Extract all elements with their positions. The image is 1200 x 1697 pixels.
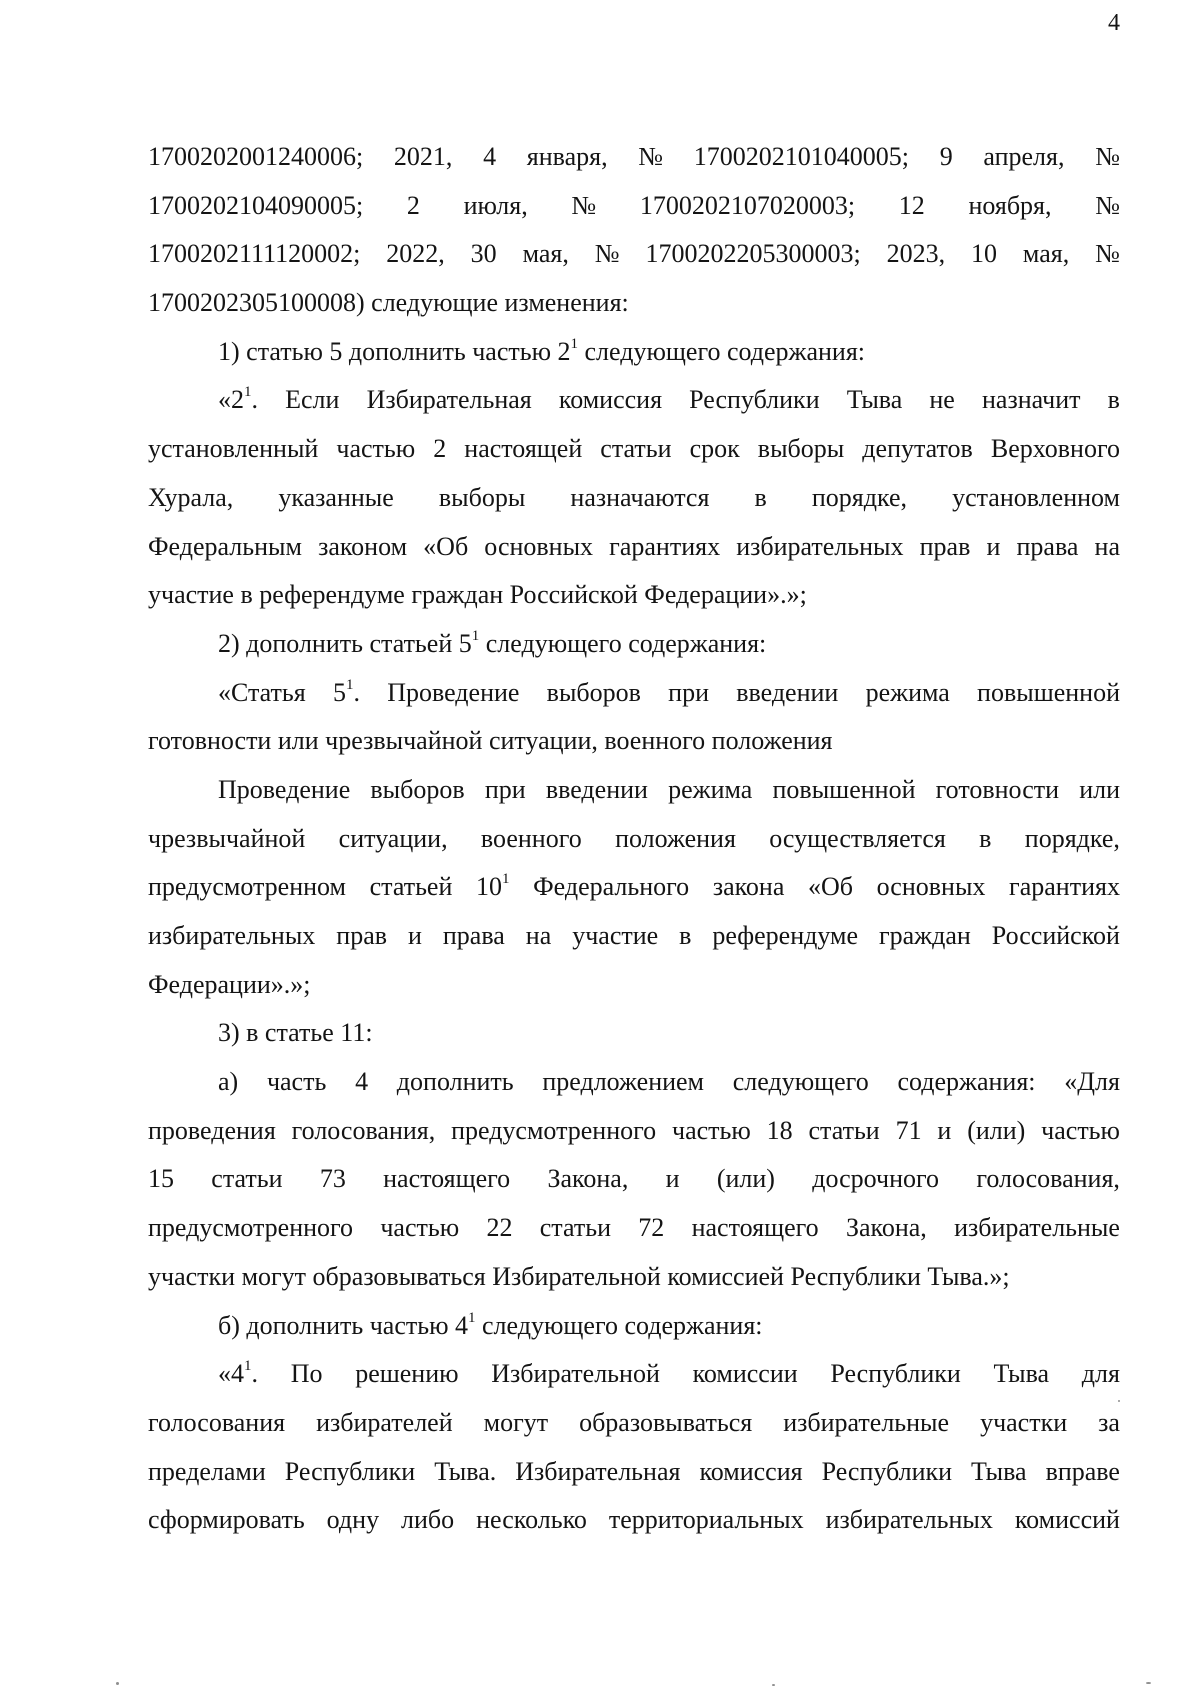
word: 1700202305100008) следующие изменения: [148,288,629,318]
word: избирателей [316,1407,453,1437]
word: на [525,921,552,950]
word: прав [336,921,388,950]
word: выборы [438,482,526,512]
word: референдуме [712,921,858,950]
word: статьи [539,1213,611,1243]
word: № [1095,190,1120,220]
word: назначит [981,385,1081,415]
word: гарантиях [609,531,721,561]
word: настоящей [464,434,583,464]
word: Хурала, [148,482,234,512]
word: 4 [483,142,497,171]
word: голосования, [976,1164,1120,1194]
word: Закона, [845,1213,927,1243]
word: № [1095,142,1120,171]
word: проведения [148,1115,276,1145]
text-line [148,1009,1120,1058]
text-line [148,1253,1120,1302]
word: повышенной [977,677,1120,707]
word: права [442,921,505,950]
text-line [148,182,1120,231]
word: статьи [808,1115,880,1145]
word: избирательных [148,921,316,950]
word: Закона, [547,1164,629,1194]
word: апреля, [983,142,1065,171]
text-line [148,912,1120,961]
word: Избирательная [366,385,532,415]
word: образовываться [579,1407,753,1437]
word: в [979,823,992,853]
word: или [1079,774,1120,804]
text-line [148,376,1120,425]
word: пределами [148,1456,266,1486]
word: положения [615,823,736,853]
word: 22 [486,1213,513,1243]
word: а) [218,1067,239,1097]
word: порядке, [1024,823,1120,853]
word: предусмотренного [451,1115,657,1145]
word: закона [712,872,785,902]
word: января, [526,142,608,171]
word: участие [572,921,659,950]
word: 1700202001240006; [148,142,364,171]
word: частью [1041,1115,1120,1145]
text-line [148,1155,1120,1204]
text-line [148,571,1120,620]
word: права [1016,531,1079,561]
word: и [665,1164,680,1194]
word: вправе [1045,1456,1120,1486]
word: 1700202101040005; [693,142,910,171]
word-with-superscript [218,1311,763,1340]
word: Верховного [990,434,1120,464]
word: комиссия [558,385,663,415]
word: выборов [546,677,641,707]
text-line [148,133,1120,182]
word: режима [668,774,753,804]
word: «Статья [218,677,306,707]
superscript: 1 [471,627,480,644]
word: либо [401,1505,455,1535]
word: Республики [830,1359,961,1389]
text-line [148,425,1120,474]
word: при [484,774,526,804]
word: частью [380,1213,460,1243]
word: на [1094,531,1120,561]
word: несколько [476,1505,587,1535]
word: 18 [766,1115,793,1145]
text-line [148,1107,1120,1156]
word: назначаются [570,482,710,512]
word: указанные [278,482,394,512]
text-line [148,328,1120,377]
word: введении [545,774,648,804]
text-segment: следующего содержания: [479,628,767,658]
text-segment: 10 [476,872,503,902]
word: осуществляется [769,823,946,853]
word: участки [980,1407,1068,1437]
text-line [148,766,1120,815]
page-number: 4 [1108,10,1120,36]
text-segment: . [251,1359,258,1389]
word: Республики [284,1456,416,1486]
superscript: 1 [502,871,510,888]
word-with-superscript [476,863,510,912]
word: мая, [1022,239,1070,269]
word: решению [355,1359,459,1389]
word: одну [326,1505,380,1535]
word: 2022, [386,239,445,269]
text-line [148,1058,1120,1107]
word: мая, [522,239,569,269]
word: 2023, [886,239,946,269]
word: законом [318,531,408,561]
word: 1700202104090005; [148,190,364,220]
word: за [1098,1407,1120,1437]
text-line [148,1302,1120,1351]
word: и [407,921,422,950]
text-segment: «4 [218,1359,244,1389]
word: частью [672,1115,751,1145]
word: могут [483,1407,549,1437]
word-with-superscript [333,669,360,718]
word: Избирательной [491,1359,660,1389]
word: не [929,385,955,415]
word: Республики [821,1456,953,1486]
word: порядке, [811,482,907,512]
word: при [668,677,709,707]
document-body [148,133,1120,1545]
word: Республики [689,385,820,415]
word: повышенной [772,774,916,804]
text-line [148,863,1120,912]
superscript: 1 [468,1309,476,1326]
text-segment: «2 [218,385,244,415]
superscript: 1 [244,384,252,401]
text-line [148,717,1120,766]
word: предложением [542,1067,705,1097]
word: 4 [355,1067,369,1097]
word: статьей [369,872,453,902]
word: депутатов [862,434,973,464]
word-with-superscript [218,1350,258,1399]
word: 15 [148,1164,174,1194]
word: настоящего [383,1164,511,1194]
word: 2 [433,434,447,464]
word: 1700202205300003; [645,239,861,269]
text-segment: б) дополнить частью 4 [218,1310,469,1340]
text-line [148,815,1120,864]
word: следующего [732,1067,869,1097]
word: 10 [971,239,998,269]
scan-speck [1118,1400,1120,1402]
word-with-superscript [218,376,258,425]
word: статьи [211,1164,283,1194]
word: участие в референдуме граждан Российской Федерации».»; [148,580,807,610]
word: Федерации».»; [148,969,311,999]
word: досрочного [812,1164,940,1194]
word: комиссия [699,1456,803,1486]
word: комиссий [1014,1505,1120,1535]
word: 2021, [393,142,453,171]
text-line [148,1350,1120,1399]
word: «Об [808,872,854,902]
word: для [1081,1359,1120,1389]
word: статьи [600,434,672,464]
text-line [148,523,1120,572]
superscript: 1 [244,1358,252,1375]
text-segment: 2) дополнить статьей 5 [218,628,472,658]
word: Избирательная [515,1456,681,1486]
word: сформировать [148,1505,305,1535]
word: голосования [148,1407,286,1437]
word: 30 [470,239,497,269]
word: гарантиях [1009,872,1120,902]
word: Тыва [993,1359,1050,1389]
word-with-superscript [218,337,865,366]
word: Тыва. [434,1456,497,1486]
word: 73 [319,1164,346,1194]
text-line [148,620,1120,669]
superscript: 1 [345,676,354,693]
word: избирательные [954,1213,1120,1243]
word: 1700202107020003; [639,190,856,220]
text-line [148,1496,1120,1545]
word: 2 [406,190,420,220]
word: 72 [638,1213,665,1243]
word: и [937,1115,952,1145]
superscript: 1 [570,335,579,352]
word: ситуации, [338,823,448,853]
text-segment: 1) статью 5 дополнить частью 2 [218,336,571,366]
text-segment: следующего содержания: [578,336,866,366]
word: содержания: [897,1067,1036,1097]
word: (или) [967,1115,1026,1145]
word: выборы [757,434,845,464]
word: июля, [463,190,528,220]
word: № [1095,239,1120,269]
word: избирательные [783,1407,950,1437]
word: в [754,482,767,512]
word: Проведение [218,774,351,804]
word: 12 [898,190,925,220]
word: избирательных [825,1505,993,1535]
word: № [571,190,597,220]
scan-speck [116,1682,119,1685]
text-segment: 5 [332,677,346,707]
word: установленный [148,434,319,464]
word: часть [266,1067,327,1097]
word: и [986,531,1001,561]
word: Федерального [533,872,690,902]
word: «Для [1064,1067,1120,1097]
word: 1700202111120002; [148,239,361,269]
word: ноября, [968,190,1052,220]
word: территориальных [608,1505,804,1535]
scan-speck [772,1684,775,1686]
word: Проведение [387,677,520,707]
text-segment: следующего содержания: [475,1310,763,1340]
word: «Об [423,531,469,561]
word: дополнить [396,1067,514,1097]
word: 71 [895,1115,922,1145]
word: 3) в статье 11: [218,1018,373,1048]
word: предусмотренного [148,1213,354,1243]
word: режима [865,677,950,707]
word: срок [689,434,740,464]
text-line [148,1399,1120,1448]
word: голосования, [291,1115,436,1145]
text-segment: . [353,677,360,707]
word: По [290,1359,323,1389]
word: Федеральным [148,531,302,561]
text-line [148,1448,1120,1497]
word: в [1107,385,1120,415]
word: настоящего [691,1213,819,1243]
text-line [148,961,1120,1010]
text-line [148,279,1120,328]
word: основных [484,531,594,561]
text-line [148,230,1120,279]
word: готовности или чрезвычайной ситуации, военного положения [148,726,833,756]
word: Российской [991,921,1120,950]
word: участки могут образовываться Избирательной комиссией Республики Тыва.»; [148,1261,1010,1291]
word: граждан [878,921,971,950]
text-line [148,1204,1120,1253]
word: комиссии [692,1359,798,1389]
word: предусмотренном [148,872,346,902]
word: Тыва [846,385,903,415]
word: избирательных [736,531,904,561]
word: основных [876,872,986,902]
word: выборов [370,774,465,804]
word: Тыва [971,1456,1027,1486]
word: чрезвычайной [148,823,306,853]
text-segment: . [251,385,258,415]
text-line [148,669,1120,718]
word: 9 [939,142,953,171]
word: Если [285,385,340,415]
word: готовности [935,774,1060,804]
word: военного [480,823,582,853]
word: в [679,921,692,950]
word: прав [919,531,971,561]
word: (или) [716,1164,775,1194]
scan-speck [1146,1682,1151,1684]
word: № [638,142,664,171]
word: введении [736,677,839,707]
word: № [594,239,620,269]
word: установленном [952,482,1120,512]
word-with-superscript [218,629,766,658]
word: частью [336,434,416,464]
text-line [148,474,1120,523]
